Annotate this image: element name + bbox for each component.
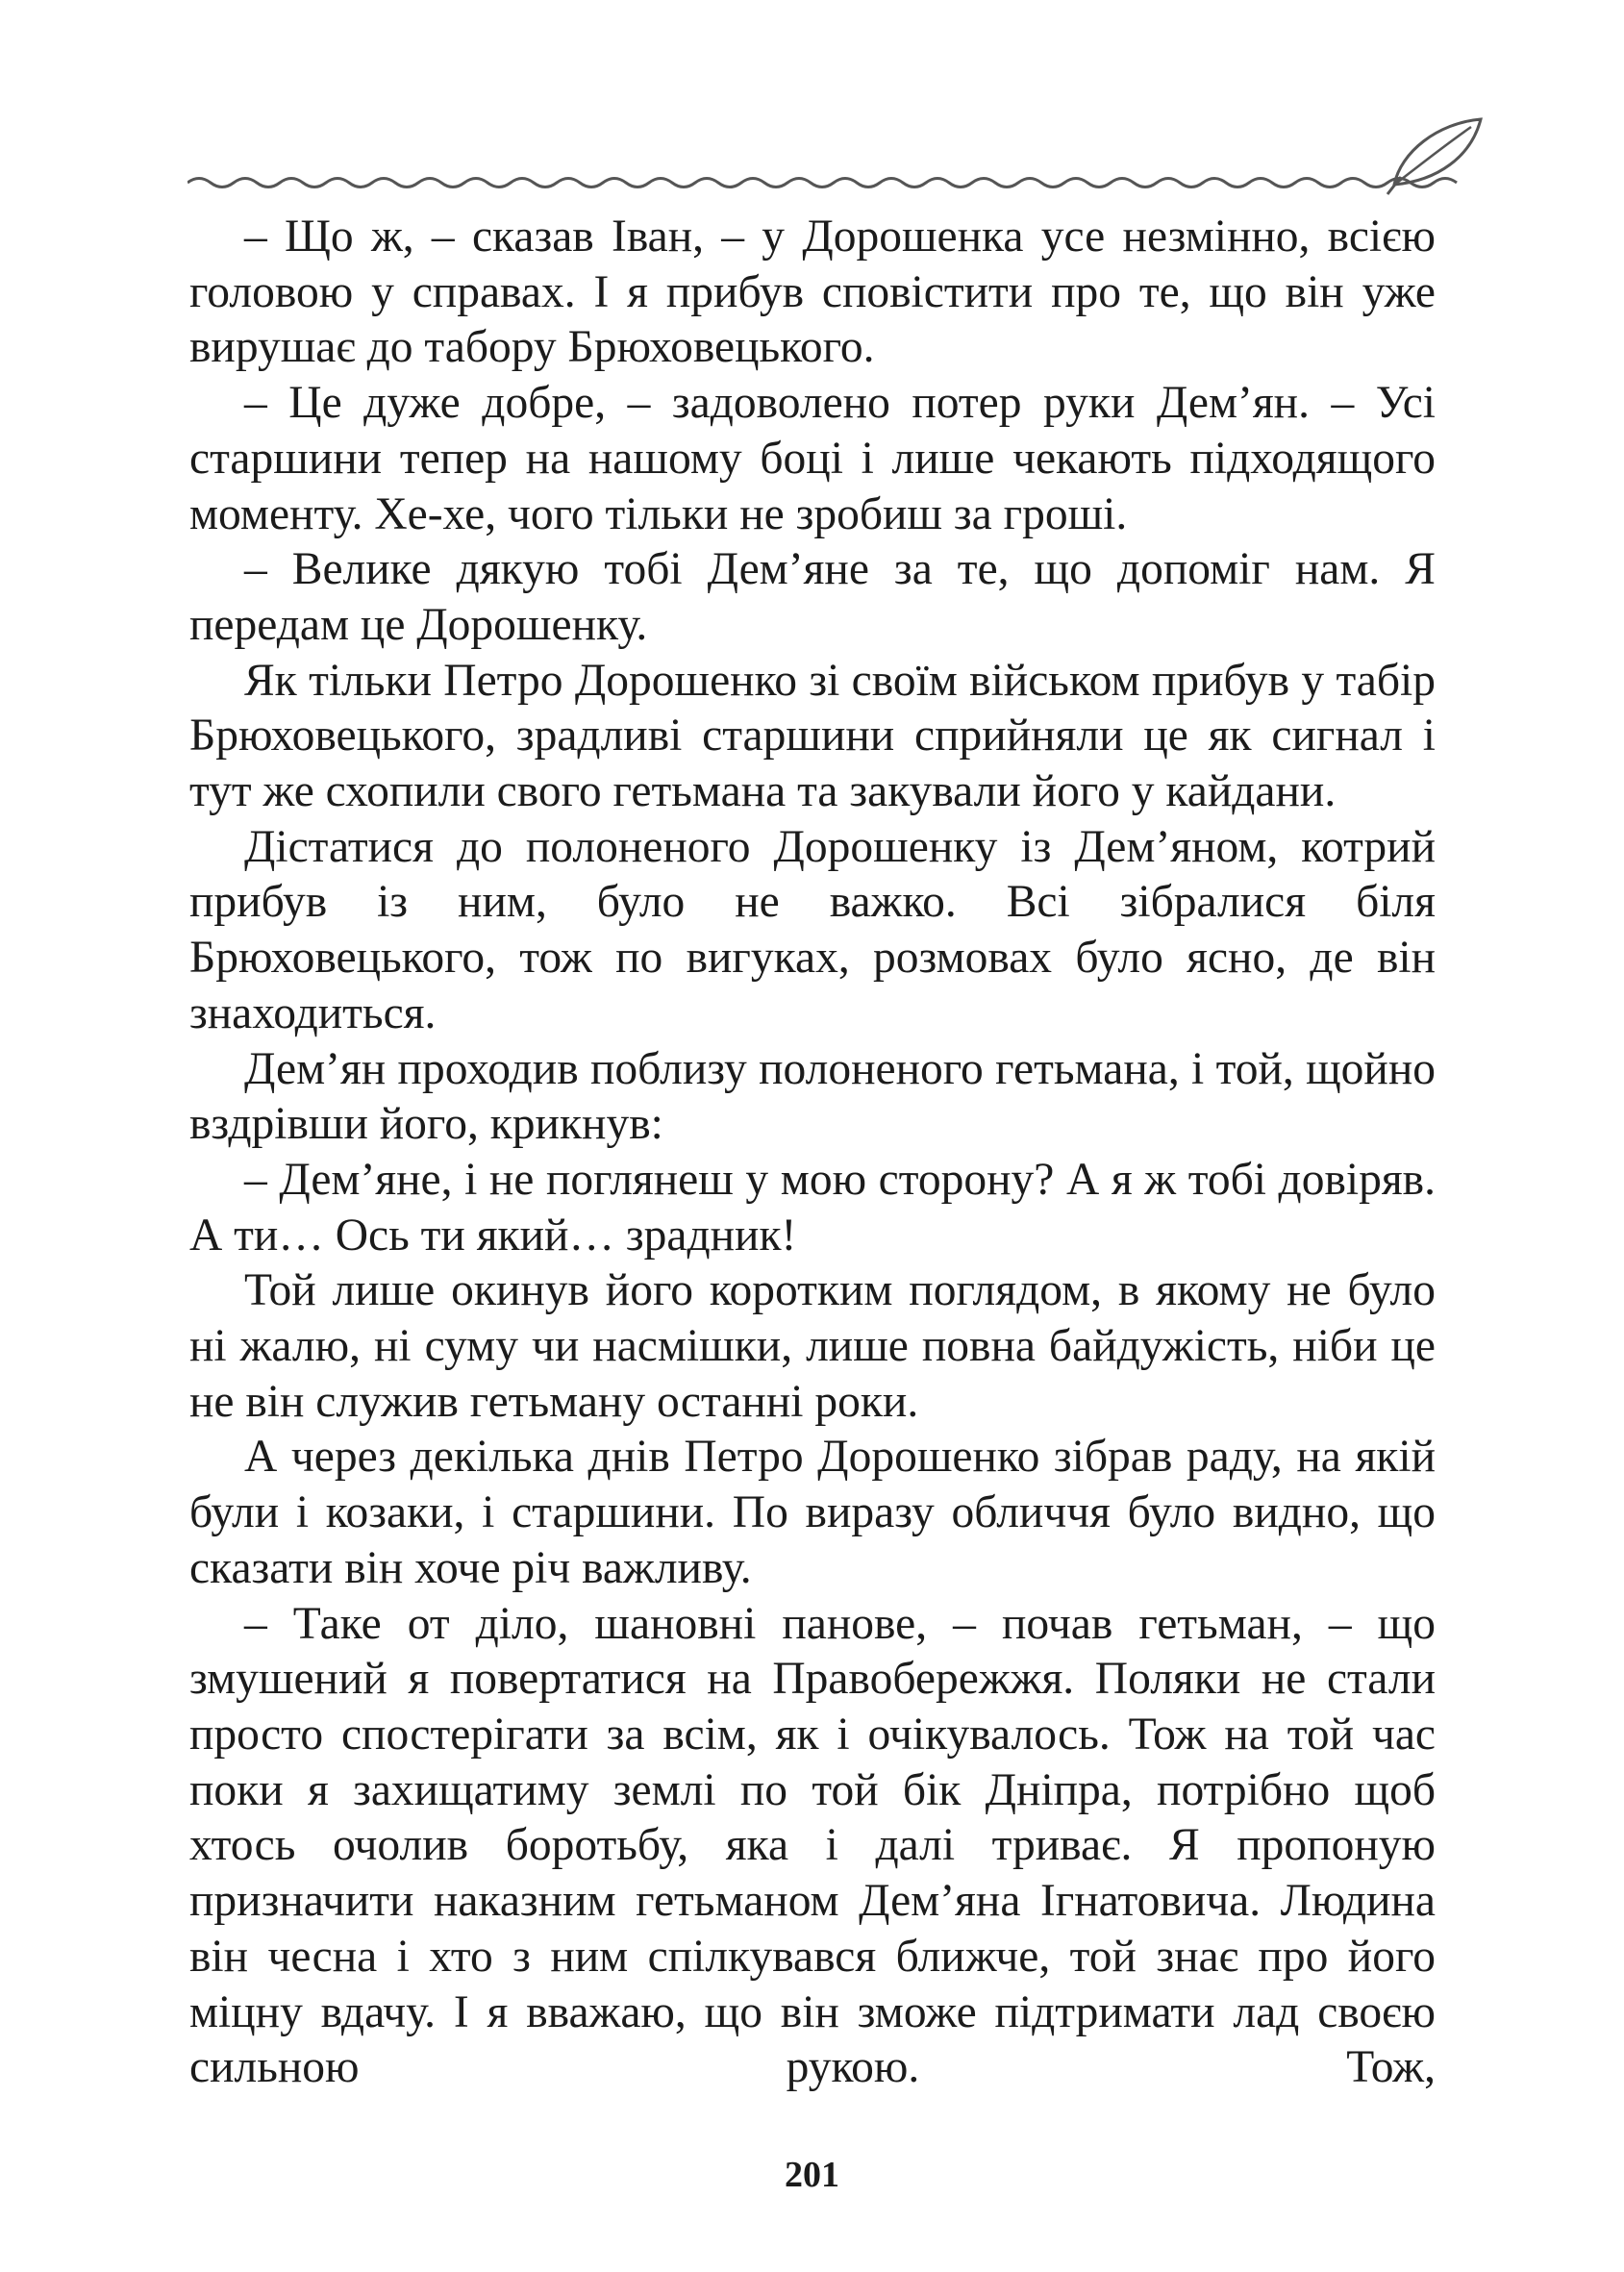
wavy-rule [187, 179, 1457, 187]
book-text-body [189, 210, 1436, 2096]
paragraph: – Таке от діло, шановні панове, – почав гетьман, – що змушений я повертатися на Правобережжя. Поляки не стали просто спостерігати за всім, як і очікувалось. Тож на той час поки я захищатиму землі по той бік Дніпра, потрібно щоб хтось очолив боротьбу, яка і далі триває. Я пропоную призначити наказним гетьманом Дем’яна Ігнатовича. Людина він чесна і хто з ним спілкувався ближче, той знає про його міцну вдачу. І я вважаю, що він зможе підтримати лад своєю сильною рукою. Тож, [189, 1598, 1436, 2093]
paragraph: Як тільки Петро Дорошенко зі своїм військом прибув у табір Брюховецького, зрадливі старшини сприйняли це як сигнал і тут же схопили свого гетьмана та закували його у кайдани. [189, 655, 1436, 817]
paragraph: – Що ж, – сказав Іван, – у Дорошенка усе незмінно, всією головою у справах. І я прибув сповістити про те, що він уже вирушає до табору Брюховецького. [189, 212, 1436, 373]
paragraph: – Це дуже добре, – задоволено потер руки Дем’ян. – Усі старшини тепер на нашому боці і лише чекають підходящого моменту. Хе-хе, чого тільки не зробиш за гроші. [189, 378, 1436, 539]
paragraph: А через декілька днів Петро Дорошенко зібрав раду, на якій були і козаки, і старшини. По виразу обличчя було видно, що сказати він хоче річ важливу. [189, 1432, 1436, 1593]
page-number: 201 [785, 2155, 839, 2195]
header-wave-feather-ornament [187, 113, 1486, 200]
paragraph: – Велике дякую тобі Дем’яне за те, що допоміг нам. Я передам це Дорошенку. [189, 544, 1436, 650]
paragraph: Той лише окинув його коротким поглядом, в якому не було ні жалю, ні суму чи насмішки, лише повна байдужість, ніби це не він служив гетьману останні роки. [189, 1265, 1436, 1427]
paragraph: Дістатися до полоненого Дорошенку із Дем’яном, котрий прибув із ним, було не важко. Всі зібралися біля Брюховецького, тож по вигуках, розмовах було ясно, де він знаходиться. [189, 821, 1436, 1038]
paragraph: – Дем’яне, і не поглянеш у мою сторону? А я ж тобі довіряв. А ти… Ось ти який… зрадник! [189, 1154, 1436, 1261]
paragraph: Дем’ян проходив поблизу полоненого гетьмана, і той, щойно вздрівши його, крикнув: [189, 1043, 1436, 1150]
